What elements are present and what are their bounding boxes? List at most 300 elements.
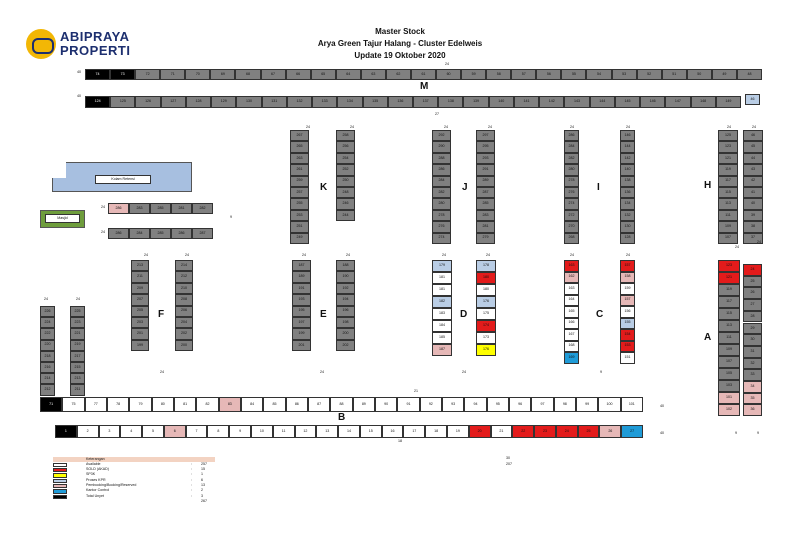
block-a-unit[interactable]: 107	[718, 356, 740, 368]
block-l-unit[interactable]: 68	[235, 69, 260, 80]
block-a-unit[interactable]: 117	[718, 296, 740, 308]
block-b-unit[interactable]: 22	[512, 425, 534, 438]
block-K-right-unit[interactable]: 250	[336, 176, 355, 187]
block-b-unit[interactable]: 26	[599, 425, 621, 438]
block-D-right-unit[interactable]: 175	[476, 308, 496, 320]
block-C-left-unit[interactable]: 167	[564, 329, 579, 341]
block-g-unit[interactable]: 219	[70, 340, 85, 351]
block-g-unit[interactable]: 222	[40, 328, 55, 339]
block-K-right-unit[interactable]: 244	[336, 210, 355, 221]
block-e-unit[interactable]: 198	[336, 317, 355, 328]
block-l-unit[interactable]: 48	[737, 69, 762, 80]
block-e-unit[interactable]: 187	[292, 260, 311, 271]
block-b-unit[interactable]: 5	[142, 425, 164, 438]
block-a-unit[interactable]: 113	[718, 320, 740, 332]
block-b-unit[interactable]: 8	[207, 425, 229, 438]
block-l-unit[interactable]: 52	[637, 69, 662, 80]
block-g-unit[interactable]: 217	[70, 351, 85, 362]
block-b-unit[interactable]: 25	[578, 425, 600, 438]
block-f-unit[interactable]: 199	[131, 340, 149, 351]
block-J-left-unit[interactable]: 274	[432, 233, 451, 244]
block-l-unit[interactable]: 70	[185, 69, 210, 80]
block-K-left-unit[interactable]: 259	[290, 176, 309, 187]
block-C-right-unit[interactable]: 153	[620, 341, 635, 353]
block-m-unit[interactable]: 128	[186, 96, 211, 108]
block-H-right-unit[interactable]: 46	[743, 130, 763, 141]
block-m-unit[interactable]: 135	[363, 96, 388, 108]
block-e-unit[interactable]: 192	[336, 283, 355, 294]
block-D-left-unit[interactable]: 183	[432, 308, 452, 320]
block-K-left-unit[interactable]: 251	[290, 221, 309, 232]
block-J-left-unit[interactable]: 276	[432, 221, 451, 232]
block-n-unit[interactable]: 83	[219, 397, 241, 412]
block-g-unit[interactable]: 218	[40, 351, 55, 362]
block-e-unit[interactable]: 201	[292, 340, 311, 351]
block-l-unit[interactable]: 60	[436, 69, 461, 80]
block-K-right-unit[interactable]: 254	[336, 153, 355, 164]
block-H-left-unit[interactable]: 109	[718, 221, 738, 232]
block-e-unit[interactable]: 189	[292, 271, 311, 282]
block-a-unit[interactable]: 102	[718, 404, 740, 416]
block-f-unit[interactable]: 214	[175, 260, 193, 271]
block-b-unit[interactable]: 1	[55, 425, 77, 438]
block-n-unit[interactable]: 96	[509, 397, 531, 412]
block-I-right-unit[interactable]: 128	[620, 233, 635, 244]
block-n-unit[interactable]: 82	[196, 397, 218, 412]
block-J-right-unit[interactable]: 291	[476, 164, 495, 175]
block-D-right-unit[interactable]: 178	[476, 260, 496, 272]
block-H-left-unit[interactable]: 117	[718, 176, 738, 187]
block-a-unit[interactable]: 33	[743, 369, 762, 381]
block-D-left-unit[interactable]: 187	[432, 344, 452, 356]
block-J-right-unit[interactable]: 297	[476, 130, 495, 141]
block-J-left-unit[interactable]: 284	[432, 176, 451, 187]
row-lower-unit[interactable]: 285	[150, 228, 171, 239]
block-n-unit[interactable]: 78	[107, 397, 129, 412]
block-m-unit[interactable]: 148	[691, 96, 716, 108]
block-m-unit[interactable]: 145	[615, 96, 640, 108]
block-m-unit[interactable]: 143	[564, 96, 589, 108]
block-H-right-unit[interactable]: 44	[743, 153, 763, 164]
block-e-unit[interactable]: 199	[292, 328, 311, 339]
block-m-end-unit[interactable]: 46	[745, 94, 760, 105]
block-m-unit[interactable]: 129	[211, 96, 236, 108]
block-C-left-unit[interactable]: 166	[564, 318, 579, 330]
block-b-unit[interactable]: 7	[186, 425, 208, 438]
block-H-right-unit[interactable]: 42	[743, 176, 763, 187]
block-b-unit[interactable]: 9	[229, 425, 251, 438]
block-D-right-unit[interactable]: 176	[476, 296, 496, 308]
block-n-unit[interactable]: 77	[85, 397, 107, 412]
block-e-unit[interactable]: 194	[336, 294, 355, 305]
block-b-unit[interactable]: 23	[534, 425, 556, 438]
block-l-unit[interactable]: 67	[261, 69, 286, 80]
block-C-right-unit[interactable]: 156	[620, 306, 635, 318]
block-C-left-unit[interactable]: 162	[564, 272, 579, 284]
block-l-unit[interactable]: 72	[135, 69, 160, 80]
block-n-unit[interactable]: 71	[40, 397, 62, 412]
block-f-unit[interactable]: 202	[175, 328, 193, 339]
block-H-right-unit[interactable]: 39	[743, 210, 763, 221]
block-l-unit[interactable]: 62	[386, 69, 411, 80]
block-a-unit[interactable]: 24	[743, 264, 762, 276]
block-J-right-unit[interactable]: 293	[476, 153, 495, 164]
block-a-unit[interactable]: 123	[718, 260, 740, 272]
block-C-right-unit[interactable]: 158	[620, 272, 635, 284]
block-H-left-unit[interactable]: 123	[718, 141, 738, 152]
block-K-left-unit[interactable]: 257	[290, 187, 309, 198]
block-m-unit[interactable]: 149	[716, 96, 741, 108]
block-H-left-unit[interactable]: 119	[718, 164, 738, 175]
block-n-unit[interactable]: 91	[397, 397, 419, 412]
block-J-right-unit[interactable]: 287	[476, 187, 495, 198]
block-J-right-unit[interactable]: 289	[476, 176, 495, 187]
block-g-unit[interactable]: 223	[70, 317, 85, 328]
block-a-unit[interactable]: 25	[743, 276, 762, 288]
block-m-unit[interactable]: 141	[514, 96, 539, 108]
block-f-unit[interactable]: 208	[175, 294, 193, 305]
block-n-unit[interactable]: 85	[263, 397, 285, 412]
block-b-unit[interactable]: 10	[251, 425, 273, 438]
block-m-unit[interactable]: 126	[135, 96, 160, 108]
block-g-unit[interactable]: 212	[40, 384, 55, 395]
block-g-unit[interactable]: 216	[40, 362, 55, 373]
block-b-unit[interactable]: 17	[403, 425, 425, 438]
block-a-unit[interactable]: 31	[743, 346, 762, 358]
block-a-unit[interactable]: 28	[743, 311, 762, 323]
block-g-unit[interactable]: 215	[70, 362, 85, 373]
block-b-unit[interactable]: 2	[77, 425, 99, 438]
block-n-unit[interactable]: 75	[62, 397, 84, 412]
block-m-unit[interactable]: 132	[287, 96, 312, 108]
block-m-unit[interactable]: 136	[388, 96, 413, 108]
row-upper-unit[interactable]: 282	[192, 203, 213, 214]
block-b-unit[interactable]: 4	[120, 425, 142, 438]
block-l-unit[interactable]: 55	[561, 69, 586, 80]
block-J-right-unit[interactable]: 279	[476, 233, 495, 244]
block-D-left-unit[interactable]: 181	[432, 284, 452, 296]
block-e-unit[interactable]: 191	[292, 283, 311, 294]
block-C-left-unit[interactable]: 169	[564, 352, 579, 364]
block-e-unit[interactable]: 196	[336, 306, 355, 317]
block-f-unit[interactable]: 206	[175, 306, 193, 317]
block-J-left-unit[interactable]: 286	[432, 164, 451, 175]
block-l-unit[interactable]: 59	[461, 69, 486, 80]
block-K-left-unit[interactable]: 253	[290, 210, 309, 221]
row-lower-unit[interactable]: 287	[192, 228, 213, 239]
block-n-unit[interactable]: 81	[174, 397, 196, 412]
block-l-unit[interactable]: 73	[110, 69, 135, 80]
block-f-unit[interactable]: 200	[175, 340, 193, 351]
block-D-right-unit[interactable]: 173	[476, 332, 496, 344]
block-n-unit[interactable]: 101	[621, 397, 643, 412]
block-C-left-unit[interactable]: 163	[564, 283, 579, 295]
block-H-right-unit[interactable]: 38	[743, 221, 763, 232]
block-J-left-unit[interactable]: 290	[432, 141, 451, 152]
block-g-unit[interactable]: 214	[40, 373, 55, 384]
block-n-unit[interactable]: 92	[420, 397, 442, 412]
block-I-right-unit[interactable]: 136	[620, 187, 635, 198]
block-g-unit[interactable]: 220	[40, 340, 55, 351]
block-a-unit[interactable]: 111	[718, 332, 740, 344]
block-e-unit[interactable]: 202	[336, 340, 355, 351]
block-I-right-unit[interactable]: 142	[620, 153, 635, 164]
block-K-right-unit[interactable]: 258	[336, 130, 355, 141]
block-b-unit[interactable]: 11	[273, 425, 295, 438]
block-H-left-unit[interactable]: 107	[718, 233, 738, 244]
block-D-left-unit[interactable]: 185	[432, 332, 452, 344]
block-C-left-unit[interactable]: 164	[564, 295, 579, 307]
block-n-unit[interactable]: 97	[531, 397, 553, 412]
block-f-unit[interactable]: 204	[175, 317, 193, 328]
block-m-unit[interactable]: 134	[337, 96, 362, 108]
block-J-left-unit[interactable]: 292	[432, 130, 451, 141]
block-a-unit[interactable]: 109	[718, 344, 740, 356]
block-I-left-unit[interactable]: 272	[564, 210, 579, 221]
block-f-unit[interactable]: 205	[131, 306, 149, 317]
block-n-unit[interactable]: 100	[598, 397, 620, 412]
block-K-left-unit[interactable]: 255	[290, 198, 309, 209]
block-a-unit[interactable]: 30	[743, 334, 762, 346]
block-f-unit[interactable]: 209	[131, 283, 149, 294]
block-I-left-unit[interactable]: 282	[564, 153, 579, 164]
block-l-unit[interactable]: 53	[612, 69, 637, 80]
block-e-unit[interactable]: 190	[336, 271, 355, 282]
block-H-right-unit[interactable]: 41	[743, 187, 763, 198]
block-l-unit[interactable]: 63	[361, 69, 386, 80]
block-I-left-unit[interactable]: 276	[564, 187, 579, 198]
block-D-right-unit[interactable]: 174	[476, 320, 496, 332]
block-g-unit[interactable]: 226	[40, 306, 55, 317]
block-b-unit[interactable]: 13	[316, 425, 338, 438]
block-m-unit[interactable]: 138	[438, 96, 463, 108]
block-m-unit[interactable]: 140	[489, 96, 514, 108]
block-J-right-unit[interactable]: 295	[476, 141, 495, 152]
block-n-unit[interactable]: 99	[576, 397, 598, 412]
block-l-unit[interactable]: 65	[311, 69, 336, 80]
row-upper-unit[interactable]: 281	[171, 203, 192, 214]
block-b-unit[interactable]: 19	[447, 425, 469, 438]
block-J-right-unit[interactable]: 283	[476, 210, 495, 221]
row-upper-unit[interactable]: 286	[108, 203, 129, 214]
block-I-left-unit[interactable]: 270	[564, 221, 579, 232]
block-m-unit[interactable]: 127	[161, 96, 186, 108]
block-K-left-unit[interactable]: 263	[290, 153, 309, 164]
block-H-right-unit[interactable]: 37	[743, 233, 763, 244]
block-b-unit[interactable]: 16	[382, 425, 404, 438]
block-H-right-unit[interactable]: 45	[743, 141, 763, 152]
block-l-unit[interactable]: 51	[662, 69, 687, 80]
block-b-unit[interactable]: 14	[338, 425, 360, 438]
block-b-unit[interactable]: 20	[469, 425, 491, 438]
block-a-unit[interactable]: 29	[743, 323, 762, 335]
block-l-unit[interactable]: 54	[586, 69, 611, 80]
block-f-unit[interactable]: 203	[131, 317, 149, 328]
block-m-unit[interactable]: 125	[110, 96, 135, 108]
block-a-unit[interactable]: 119	[718, 284, 740, 296]
block-f-unit[interactable]: 212	[175, 271, 193, 282]
block-D-right-unit[interactable]: 180	[476, 284, 496, 296]
block-n-unit[interactable]: 86	[286, 397, 308, 412]
block-H-left-unit[interactable]: 115	[718, 187, 738, 198]
block-K-left-unit[interactable]: 267	[290, 130, 309, 141]
row-lower-unit[interactable]: 286	[108, 228, 129, 239]
block-e-unit[interactable]: 193	[292, 294, 311, 305]
block-n-unit[interactable]: 94	[464, 397, 486, 412]
block-b-unit[interactable]: 27	[621, 425, 643, 438]
block-D-left-unit[interactable]: 179	[432, 260, 452, 272]
block-J-right-unit[interactable]: 281	[476, 221, 495, 232]
block-I-right-unit[interactable]: 144	[620, 141, 635, 152]
block-I-right-unit[interactable]: 130	[620, 221, 635, 232]
block-e-unit[interactable]: 197	[292, 317, 311, 328]
block-f-unit[interactable]: 210	[175, 283, 193, 294]
block-m-unit[interactable]: 142	[539, 96, 564, 108]
block-l-unit[interactable]: 69	[210, 69, 235, 80]
block-f-unit[interactable]: 201	[131, 328, 149, 339]
block-b-unit[interactable]: 24	[556, 425, 578, 438]
block-n-unit[interactable]: 79	[129, 397, 151, 412]
block-a-unit[interactable]: 35	[743, 393, 762, 405]
block-m-unit[interactable]: 139	[463, 96, 488, 108]
block-K-right-unit[interactable]: 246	[336, 198, 355, 209]
block-f-unit[interactable]: 207	[131, 294, 149, 305]
block-b-unit[interactable]: 6	[164, 425, 186, 438]
block-b-unit[interactable]: 12	[295, 425, 317, 438]
block-K-right-unit[interactable]: 248	[336, 187, 355, 198]
block-b-unit[interactable]: 3	[99, 425, 121, 438]
block-m-unit[interactable]: 137	[413, 96, 438, 108]
block-e-unit[interactable]: 188	[336, 260, 355, 271]
block-m-unit[interactable]: 124	[85, 96, 110, 108]
block-g-unit[interactable]: 225	[70, 306, 85, 317]
block-a-unit[interactable]: 121	[718, 272, 740, 284]
block-H-right-unit[interactable]: 43	[743, 164, 763, 175]
block-I-right-unit[interactable]: 146	[620, 130, 635, 141]
block-l-unit[interactable]: 64	[336, 69, 361, 80]
block-C-right-unit[interactable]: 151	[620, 352, 635, 364]
block-a-unit[interactable]: 101	[718, 392, 740, 404]
block-g-unit[interactable]: 224	[40, 317, 55, 328]
block-l-unit[interactable]: 57	[511, 69, 536, 80]
block-f-unit[interactable]: 213	[131, 260, 149, 271]
block-C-left-unit[interactable]: 165	[564, 306, 579, 318]
block-l-unit[interactable]: 66	[286, 69, 311, 80]
block-n-unit[interactable]: 84	[241, 397, 263, 412]
block-D-right-unit[interactable]: 176	[476, 344, 496, 356]
block-e-unit[interactable]: 195	[292, 306, 311, 317]
block-b-unit[interactable]: 15	[360, 425, 382, 438]
block-J-left-unit[interactable]: 280	[432, 198, 451, 209]
block-m-unit[interactable]: 133	[312, 96, 337, 108]
block-I-left-unit[interactable]: 280	[564, 164, 579, 175]
block-l-unit[interactable]: 71	[160, 69, 185, 80]
row-upper-unit[interactable]: 283	[129, 203, 150, 214]
block-l-unit[interactable]: 50	[687, 69, 712, 80]
block-n-unit[interactable]: 98	[554, 397, 576, 412]
block-a-unit[interactable]: 27	[743, 299, 762, 311]
block-C-right-unit[interactable]: 157	[620, 295, 635, 307]
block-a-unit[interactable]: 105	[718, 368, 740, 380]
block-a-unit[interactable]: 34	[743, 381, 762, 393]
block-C-right-unit[interactable]: 154	[620, 329, 635, 341]
block-H-left-unit[interactable]: 113	[718, 198, 738, 209]
row-lower-unit[interactable]: 284	[129, 228, 150, 239]
block-n-unit[interactable]: 93	[442, 397, 464, 412]
block-b-unit[interactable]: 21	[491, 425, 513, 438]
block-I-left-unit[interactable]: 274	[564, 198, 579, 209]
block-m-unit[interactable]: 147	[665, 96, 690, 108]
block-g-unit[interactable]: 213	[70, 373, 85, 384]
block-J-left-unit[interactable]: 278	[432, 210, 451, 221]
block-m-unit[interactable]: 130	[236, 96, 261, 108]
block-K-right-unit[interactable]: 256	[336, 141, 355, 152]
block-a-unit[interactable]: 32	[743, 358, 762, 370]
block-n-unit[interactable]: 89	[353, 397, 375, 412]
block-m-unit[interactable]: 144	[590, 96, 615, 108]
block-f-unit[interactable]: 211	[131, 271, 149, 282]
block-J-right-unit[interactable]: 285	[476, 198, 495, 209]
block-l-unit[interactable]: 49	[712, 69, 737, 80]
block-m-unit[interactable]: 131	[262, 96, 287, 108]
block-H-left-unit[interactable]: 121	[718, 153, 738, 164]
block-C-left-unit[interactable]: 163	[564, 260, 579, 272]
block-a-unit[interactable]: 103	[718, 380, 740, 392]
block-K-left-unit[interactable]: 265	[290, 141, 309, 152]
block-l-unit[interactable]: 58	[486, 69, 511, 80]
block-l-unit[interactable]: 74	[85, 69, 110, 80]
block-I-right-unit[interactable]: 134	[620, 198, 635, 209]
block-H-right-unit[interactable]: 40	[743, 198, 763, 209]
block-H-left-unit[interactable]: 111	[718, 210, 738, 221]
block-C-right-unit[interactable]: 155	[620, 318, 635, 330]
block-I-right-unit[interactable]: 132	[620, 210, 635, 221]
block-D-left-unit[interactable]: 182	[432, 296, 452, 308]
block-C-right-unit[interactable]: 157	[620, 260, 635, 272]
block-g-unit[interactable]: 221	[70, 328, 85, 339]
block-n-unit[interactable]: 90	[375, 397, 397, 412]
block-H-left-unit[interactable]: 125	[718, 130, 738, 141]
block-e-unit[interactable]: 200	[336, 328, 355, 339]
block-I-left-unit[interactable]: 284	[564, 141, 579, 152]
block-K-left-unit[interactable]: 249	[290, 233, 309, 244]
block-n-unit[interactable]: 87	[308, 397, 330, 412]
block-K-right-unit[interactable]: 252	[336, 164, 355, 175]
block-n-unit[interactable]: 95	[487, 397, 509, 412]
row-lower-unit[interactable]: 286	[171, 228, 192, 239]
block-C-left-unit[interactable]: 168	[564, 341, 579, 353]
block-m-unit[interactable]: 146	[640, 96, 665, 108]
block-g-unit[interactable]: 211	[70, 384, 85, 395]
block-D-right-unit[interactable]: 180	[476, 272, 496, 284]
block-b-unit[interactable]: 18	[425, 425, 447, 438]
block-a-unit[interactable]: 36	[743, 404, 762, 416]
block-l-unit[interactable]: 56	[536, 69, 561, 80]
block-D-left-unit[interactable]: 184	[432, 320, 452, 332]
block-I-left-unit[interactable]: 278	[564, 176, 579, 187]
block-K-left-unit[interactable]: 261	[290, 164, 309, 175]
block-J-left-unit[interactable]: 282	[432, 187, 451, 198]
block-J-left-unit[interactable]: 288	[432, 153, 451, 164]
block-I-right-unit[interactable]: 138	[620, 176, 635, 187]
block-I-left-unit[interactable]: 286	[564, 130, 579, 141]
block-I-left-unit[interactable]: 268	[564, 233, 579, 244]
block-C-right-unit[interactable]: 159	[620, 283, 635, 295]
block-I-right-unit[interactable]: 140	[620, 164, 635, 175]
block-l-unit[interactable]: 61	[411, 69, 436, 80]
row-upper-unit[interactable]: 285	[150, 203, 171, 214]
block-n-unit[interactable]: 88	[330, 397, 352, 412]
